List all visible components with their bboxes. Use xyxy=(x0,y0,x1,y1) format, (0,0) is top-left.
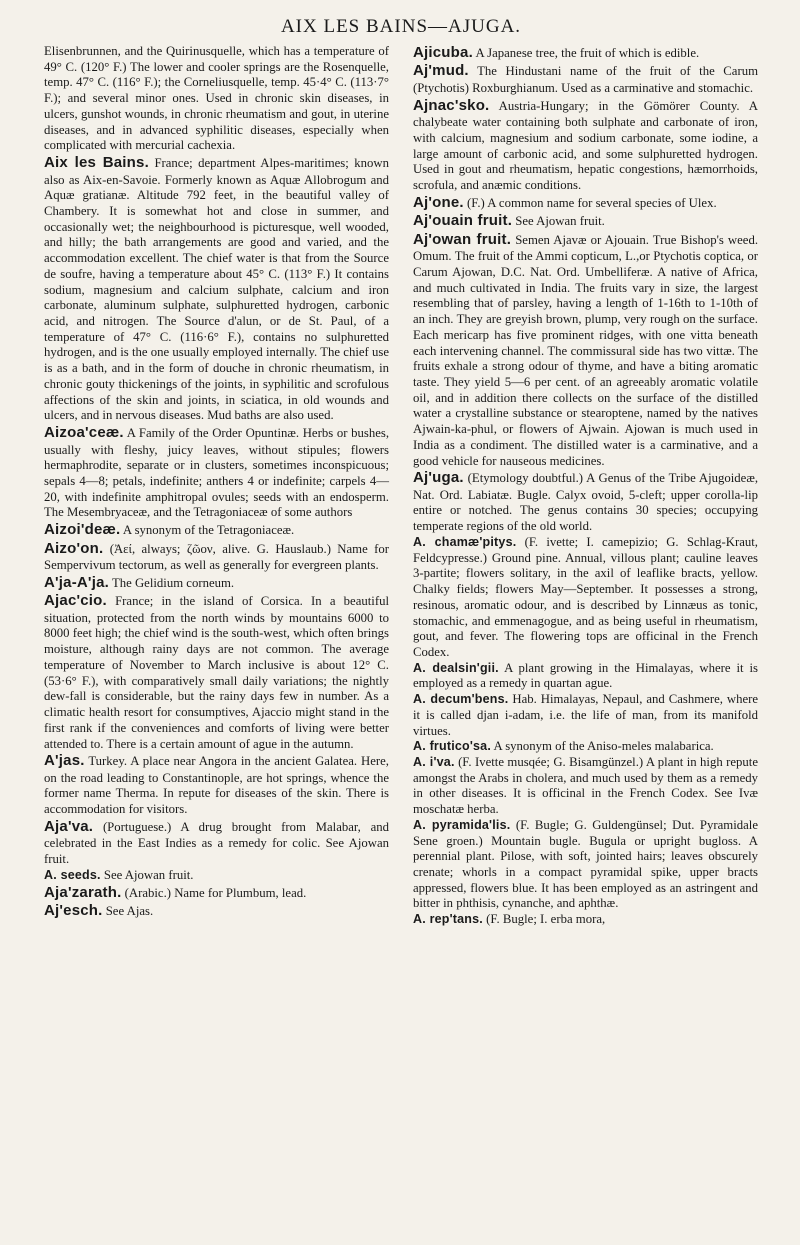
entry-text: See Ajas. xyxy=(105,903,154,918)
dictionary-entry xyxy=(44,884,389,902)
columns xyxy=(44,44,758,928)
entry-text: (Portuguese.) A drug brought from Malabar, and celebrated in the East Indies as a remedy for colic. See Ajowan fruit. xyxy=(44,819,389,867)
entry-text: (F. Bugle; G. Guldengünsel; Dut. Pyramidale Sene groen.) Mountain bugle. Bugula or upright bugloss. A perennial plant. Pilose, with soft, jointed hairs; leaves obscurely crenate; whorls in a compact pyramidal spike, upper bracts appressed, flowers blue. It has been employed as an astringent and bitter in phthisis, cynanche, and aphthæ. xyxy=(413,817,759,911)
entry-headword: A. dealsin'gii. xyxy=(413,660,499,675)
entry-text: See Ajowan fruit. xyxy=(103,867,194,882)
dictionary-entry xyxy=(413,755,758,818)
entry-headword: Aj'one. xyxy=(413,193,464,211)
right-column xyxy=(413,44,758,928)
entry-text: (F.) A common name for several species of Ulex. xyxy=(467,195,717,210)
running-head: AIX LES BAINS—AJUGA. xyxy=(280,16,522,37)
entry-headword: A. rep'tans. xyxy=(413,912,483,927)
entry-text: (F. ivette; I. camepizio; G. Schlag-Kraut, Feldcypresse.) Ground pine. Annual, villous plant; cauline leaves 3-partite; flowers solitary, in the axil of leaflike bracts, yellow. Chalky fields; flowers May—September. It possesses a strong, resinous, aromatic odour, and is described by Linnæus as tonic, stomachic, and emmenagogue, and as being useful in rheumatism, gout, and fever. The flowering tops are officinal in the French Codex. xyxy=(413,534,758,659)
dictionary-entry xyxy=(44,868,389,884)
dictionary-entry xyxy=(413,194,758,212)
left-column xyxy=(44,44,389,928)
entry-headword: A. seeds. xyxy=(44,867,101,882)
dictionary-entry xyxy=(413,231,758,470)
dictionary-entry xyxy=(413,62,758,96)
entry-headword: Aja'zarath. xyxy=(44,883,122,901)
entry-text: (Arabic.) Name for Plumbum, lead. xyxy=(124,885,307,900)
entry-text: The Hindustani name of the fruit of the Carum (Ptychotis) Roxburghianum. Used as a carminative and stomachic. xyxy=(413,64,758,95)
dictionary-entry xyxy=(44,818,389,868)
dictionary-entry xyxy=(413,44,758,62)
entry-text: Turkey. A place near Angora in the ancient Galatea. Here, on the road leading to Constantinople, are hot springs, whence the former name Therma. In repute for diseases of the skin. There is accommodation for visitors. xyxy=(44,754,389,817)
entry-headword: A. pyramida'lis. xyxy=(413,817,511,832)
dictionary-entry xyxy=(44,902,389,920)
entry-text: (Ἀεί, always; ζῶον, alive. G. Hauslaub.) Name for Sempervivum tectorum, as well as generally for evergreen plants. xyxy=(44,541,390,573)
entry-text: Semen Ajavæ or Ajouain. True Bishop's weed. Omum. The fruit of the Ammi copticum, L.,or Ptychotis coptica, or Carum Ajowan, D.C. Nat. Ord. Umbelliferæ. A native of Africa, and much cultivated in India. The fruits vary in size, the largest resembling that of parsley, having a length of 1-16th to 1-10th of an inch. They are greyish brown, plump, very rough on the surface. Each mericarp has five prominent ridges, with one vitta beneath each intervening channel. The commissural side has two vittæ. The fruits exhale a strong odour of thyme, and have a biting aromatic taste. They yield 5—6 per cent. of an agreeably aromatic volatile oil, and in addition there collects on the surface of the distilled water a crystalline substance or stearoptene, named by the natives Ajwain-ka-phul, or flowers of Ajwain. Ajowan is much used in India as a condiment. The distilled water is a carminative, and a good vehicle for nauseous medicines. xyxy=(413,232,759,468)
entry-headword: A'ja-A'ja. xyxy=(44,573,109,591)
dictionary-entry xyxy=(44,752,389,818)
dictionary-entry xyxy=(44,154,389,424)
entry-headword: Ajnac'sko. xyxy=(413,96,490,114)
entry-headword: A. chamæ'pitys. xyxy=(413,534,517,549)
entry-headword: Aj'esch. xyxy=(44,901,103,919)
entry-headword: Aizoa'ceæ. xyxy=(44,424,124,442)
entry-text: (F. Bugle; I. erba mora, xyxy=(486,912,606,927)
dictionary-entry xyxy=(413,818,758,912)
dictionary-entry xyxy=(44,521,389,539)
dictionary-entry xyxy=(413,739,758,755)
dictionary-entry xyxy=(44,424,389,521)
entry-text: A synonym of the Aniso-meles malabarica. xyxy=(493,739,714,754)
entry-text: France; in the island of Corsica. In a beautiful situation, protected from the north winds by mountains 6000 to 8000 feet high; the chief wind is the south-west, which often brings moisture, although rainy days are not common. The average temperature of November to March inclusive is about 12° C. (53·6° F.), with comparatively small daily variations; the nightly dew-fall is considerable, but the rainy days few in number. As a climatic health resort for consumptives, Ajaccio might stand in the first rank if the conveniences and comforts of living were better attended to. There is a certain amount of ague in the autumn. xyxy=(44,594,389,751)
dictionary-entry xyxy=(44,574,389,592)
entry-text: The Gelidium corneum. xyxy=(111,575,235,590)
entry-text: A Family of the Order Opuntinæ. Herbs or bushes, usually with fleshy, juicy leaves, without stipules; flowers hermaphrodite, separate or in clusters, sometimes inconspicuous; sepals 4—8; petals, indefinite; anthers 4 or indefinite; carpels 4—20, with indefinite amphitropal ovules; seeds with an endosperm. The Mesembryaceæ, and the Tetragoniaceæ of some authors xyxy=(44,426,390,520)
entry-headword: Aizoi'deæ. xyxy=(44,521,121,539)
dictionary-entry xyxy=(413,469,758,535)
entry-headword: Aj'mud. xyxy=(413,62,469,80)
entry-headword: Ajicuba. xyxy=(413,44,473,61)
dictionary-entry xyxy=(44,540,389,574)
entry-text: A plant growing in the Himalayas, where it is employed as a remedy in quartan ague. xyxy=(413,660,758,691)
entry-headword: Aja'va. xyxy=(44,817,94,835)
dictionary-entry xyxy=(413,912,758,928)
entry-headword: Aj'owan fruit. xyxy=(413,230,512,248)
entry-text: A synonym of the Tetragoniaceæ. xyxy=(122,523,295,538)
entry-text: (Etymology doubtful.) A Genus of the Tribe Ajugoideæ, Nat. Ord. Labiatæ. Bugle. Calyx ovoid, 5-cleft; upper corolla-lip entire or notched. The genus contains 30 species; occupying temperate regions of the old world. xyxy=(413,471,759,534)
entry-headword: A. frutico'sa. xyxy=(413,739,492,754)
entry-headword: Aj'uga. xyxy=(413,469,464,487)
entry-text: Elisenbrunnen, and the Quirinusquelle, which has a temperature of 49° C. (120° F.) The lower and cooler springs are the Rosenquelle, temp. 47° C. (116° F.); the Corneliusquelle, temp. 45·4° C. (113·7° F.); and several minor ones. Used in chronic skin diseases, in ulcers, gunshot wounds, in chronic rheumatism and gout, in uterine diseases, and in advanced syphilitic diseases, especially when complicated with mercurial cachexia. xyxy=(44,44,389,153)
dictionary-entry xyxy=(413,661,758,692)
entry-text: A Japanese tree, the fruit of which is edible. xyxy=(475,46,700,60)
entry-headword: Ajac'cio. xyxy=(44,592,107,610)
entry-headword: Aj'ouain fruit. xyxy=(413,212,513,230)
entry-text: (F. Ivette musqée; G. Bisamgünzel.) A plant in high repute amongst the Arabs in cholera, and much used by them as a remedy in other diseases. It is officinal in the French Codex. See Ivæ moschatæ herba. xyxy=(413,754,758,817)
dictionary-entry xyxy=(413,97,758,194)
dictionary-entry xyxy=(413,692,758,739)
entry-headword: A. i'va. xyxy=(413,754,455,769)
dictionary-entry xyxy=(44,44,389,154)
entry-text: See Ajowan fruit. xyxy=(515,214,605,229)
entry-text: Austria-Hungary; in the Gömörer County. A chalybeate water containing both sulphate and carbonate of iron, with calcium, magnesium and sodium carbonate, some iodine, a large amount of carbonic acid, and some sulphuretted hydrogen. Used in gout and rheumatism, hepatic congestions, hæmorrhoids, scrofula, and anæmic conditions. xyxy=(413,98,758,193)
entry-headword: A. decum'bens. xyxy=(413,692,509,707)
entry-text: France; department Alpes-maritimes; known also as Aix-en-Savoie. Formerly known as Aquæ Allobrogum and Aquæ gratianæ. Altitude 792 feet, in the beautiful valley of Chambery. It is somewhat hot and close in summer, and occasionally wet; the neighbourhood is picturesque, well wooded, and hilly; the bath arrangements are good and varied, and the accommodation excellent. The chief water is that from the Source de soufre, having a temperature about 45° C. (113° F.) It contains sodium, magnesium and calcium sulphate, calcium and iron carbonate, aluminum sulphate, sulphuretted hydrogen, carbonic acid, and nitrogen. The Source d'alun, or de St. Paul, of a temperature of 47° C. (116·6° F.), contains no sulphuretted hydrogen, and is the one usually employed internally. The chief use is as a bath, and in the form of douche in chronic rheumatism, in chronic gouty thickenings of the joints, in syphilitic and scrofulous affections of the skin and joints, in sciatica, in old wounds and ulcers, and in nervous diseases. Mud baths are also used. xyxy=(44,156,389,423)
entry-headword: A'jas. xyxy=(44,752,85,770)
entry-text: Hab. Himalayas, Nepaul, and Cashmere, where it is called djan i-adam, i.e. the life of man, from its manifold virtues. xyxy=(413,692,759,738)
dictionary-entry xyxy=(44,592,389,752)
dictionary-entry xyxy=(413,212,758,230)
entry-headword: Aizo'on. xyxy=(44,539,104,557)
entry-headword: Aix les Bains. xyxy=(44,154,149,172)
dictionary-entry xyxy=(413,535,758,661)
